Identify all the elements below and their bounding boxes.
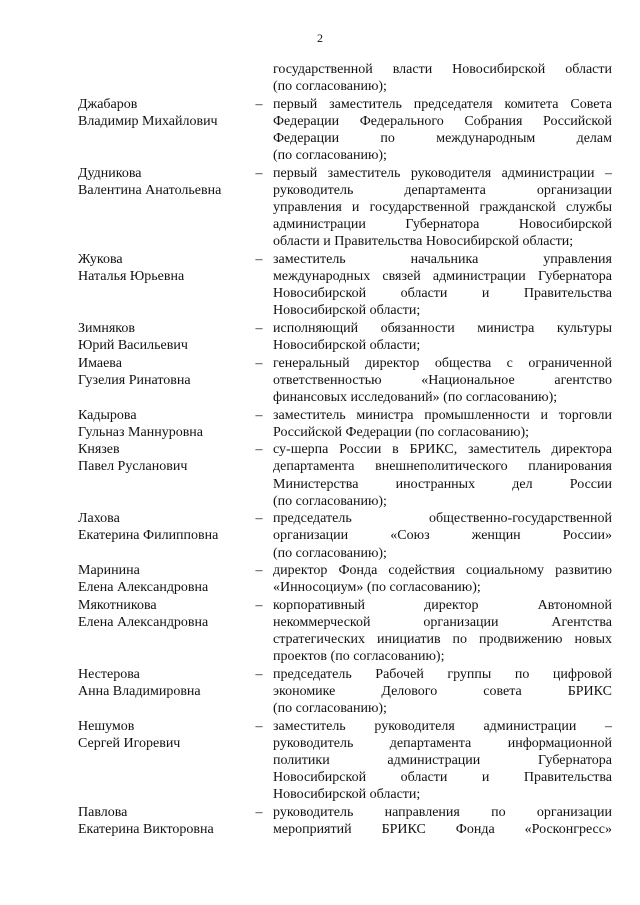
position-description (273, 165, 612, 250)
description-line: первый заместитель руководителя администрации – (273, 165, 612, 181)
description-line: (по согласованию); (273, 148, 387, 164)
member-name (78, 165, 258, 199)
dash-separator: – (255, 407, 263, 423)
description-line: мероприятий БРИКС Фонда «Росконгресс» (273, 822, 612, 838)
member-surname: Зимняков (78, 320, 135, 336)
description-line: Федерации по международным делам (273, 130, 612, 146)
member-surname: Кадырова (78, 407, 137, 423)
position-description (273, 96, 612, 164)
position-description (273, 510, 612, 561)
member-name (78, 510, 258, 544)
member-surname: Лахова (78, 511, 120, 527)
dash-separator: – (255, 165, 263, 181)
description-line: заместитель руководителя администрации – (273, 719, 612, 734)
member-given-names: Гульназ Маннуровна (78, 424, 204, 440)
member-name (78, 96, 258, 130)
page-number: 2 (317, 31, 323, 45)
description-line: председатель Рабочей группы по цифровой (273, 667, 612, 683)
position-description (273, 355, 612, 406)
member-surname: Маринина (78, 563, 140, 579)
member-name (78, 804, 258, 838)
description-line: Новосибирской области; (273, 337, 421, 353)
description-line: исполняющий обязанности министра культуры (273, 320, 612, 336)
description-line: Новосибирской области и Правительства (273, 286, 612, 302)
description-line: департамента внешнеполитического планирования (273, 459, 612, 475)
description-line: международных связей администрации Губернатора (273, 268, 612, 284)
position-description (273, 718, 612, 803)
member-given-names: Анна Владимировна (78, 684, 201, 700)
member-given-names: Екатерина Филипповна (78, 528, 219, 544)
position-description (273, 251, 612, 319)
member-given-names: Владимир Михайлович (78, 113, 218, 129)
description-line: области и Правительства Новосибирской области; (273, 234, 574, 250)
dash-separator: – (255, 667, 263, 683)
position-description (273, 804, 612, 838)
description-line: Федерации Федерального Собрания Российской (273, 113, 612, 129)
description-line: некоммерческой организации Агентства (273, 615, 612, 631)
member-given-names: Юрий Васильевич (78, 337, 188, 353)
position-description (273, 407, 612, 441)
description-line: администрации Губернатора Новосибирской (273, 217, 612, 233)
dash-separator: – (255, 96, 263, 112)
dash-separator: – (255, 251, 263, 267)
dash-separator: – (255, 442, 263, 458)
position-description (273, 666, 612, 717)
description-line: Новосибирской области и Правительства (273, 770, 612, 786)
description-line: Министерства иностранных дел России (273, 476, 612, 492)
description-line: управления и государственной гражданской службы (273, 199, 612, 215)
description-line: «Инносоциум» (по согласованию); (273, 580, 481, 596)
member-surname: Нестерова (78, 667, 140, 683)
description-line: первый заместитель председателя комитета Совета (273, 96, 612, 112)
member-name (78, 407, 258, 441)
dash-separator: – (255, 719, 263, 734)
member-name (78, 320, 258, 354)
description-line: Новосибирской области; (273, 303, 421, 319)
member-surname: Джабаров (78, 96, 138, 112)
description-line: экономике Делового совета БРИКС (273, 684, 612, 700)
position-description (273, 61, 612, 95)
description-line: (по согласованию); (273, 545, 387, 561)
member-surname: Имаева (78, 355, 122, 371)
description-line: проектов (по согласованию); (273, 649, 445, 665)
description-line: (по согласованию); (273, 493, 387, 509)
position-description (273, 441, 612, 509)
member-name (78, 718, 258, 752)
member-name (78, 597, 258, 631)
description-line: (по согласованию); (273, 701, 387, 717)
description-line: стратегических инициатив по продвижению новых (273, 632, 612, 648)
description-line: руководитель направления по организации (273, 805, 612, 821)
description-line: корпоративный директор Автономной (273, 598, 612, 614)
description-line: су-шерпа России в БРИКС, заместитель директора (273, 442, 612, 458)
description-line: руководитель департамента организации (273, 182, 612, 198)
member-surname: Дудникова (78, 165, 142, 181)
member-given-names: Елена Александровна (78, 580, 209, 596)
dash-separator: – (255, 598, 263, 614)
member-given-names: Елена Александровна (78, 615, 209, 631)
member-name (78, 251, 258, 285)
member-given-names: Наталья Юрьевна (78, 268, 185, 284)
description-line: заместитель министра промышленности и торговли (273, 407, 612, 423)
member-given-names: Валентина Анатольевна (78, 182, 222, 198)
dash-separator: – (255, 511, 263, 527)
member-name (78, 666, 258, 700)
dash-separator: – (255, 563, 263, 579)
description-line: заместитель начальника управления (273, 251, 612, 267)
description-line: Российской Федерации (по согласованию); (273, 424, 530, 440)
member-surname: Князев (78, 442, 120, 458)
description-line: финансовых исследований» (по согласованию); (273, 389, 558, 405)
description-line: директор Фонда содействия социальному развитию (273, 563, 612, 579)
position-description (273, 562, 612, 596)
description-line: генеральный директор общества с ограниченной (273, 355, 612, 371)
description-line: (по согласованию); (273, 79, 387, 95)
description-line: руководитель департамента информационной (273, 736, 612, 752)
description-line: политики администрации Губернатора (273, 753, 612, 769)
member-surname: Павлова (78, 805, 128, 821)
member-name (78, 562, 258, 596)
description-line: Новосибирской области; (273, 787, 421, 803)
member-name (78, 355, 258, 389)
member-surname: Нешумов (78, 719, 135, 734)
member-given-names: Гузелия Ринатовна (78, 372, 191, 388)
position-description (273, 320, 612, 354)
position-description (273, 597, 612, 665)
dash-separator: – (255, 320, 263, 336)
dash-separator: – (255, 805, 263, 821)
dash-separator: – (255, 355, 263, 371)
description-line: ответственностью «Национальное агентство (273, 372, 612, 388)
member-given-names: Екатерина Викторовна (78, 822, 214, 838)
member-given-names: Сергей Игоревич (78, 736, 181, 752)
description-line: организации «Союз женщин России» (273, 528, 612, 544)
member-surname: Мякотникова (78, 598, 157, 614)
description-line: председатель общественно-государственной (273, 511, 612, 527)
member-surname: Жукова (78, 251, 123, 267)
member-name (78, 441, 258, 475)
member-given-names: Павел Русланович (78, 459, 188, 475)
description-line: государственной власти Новосибирской области (273, 62, 612, 77)
